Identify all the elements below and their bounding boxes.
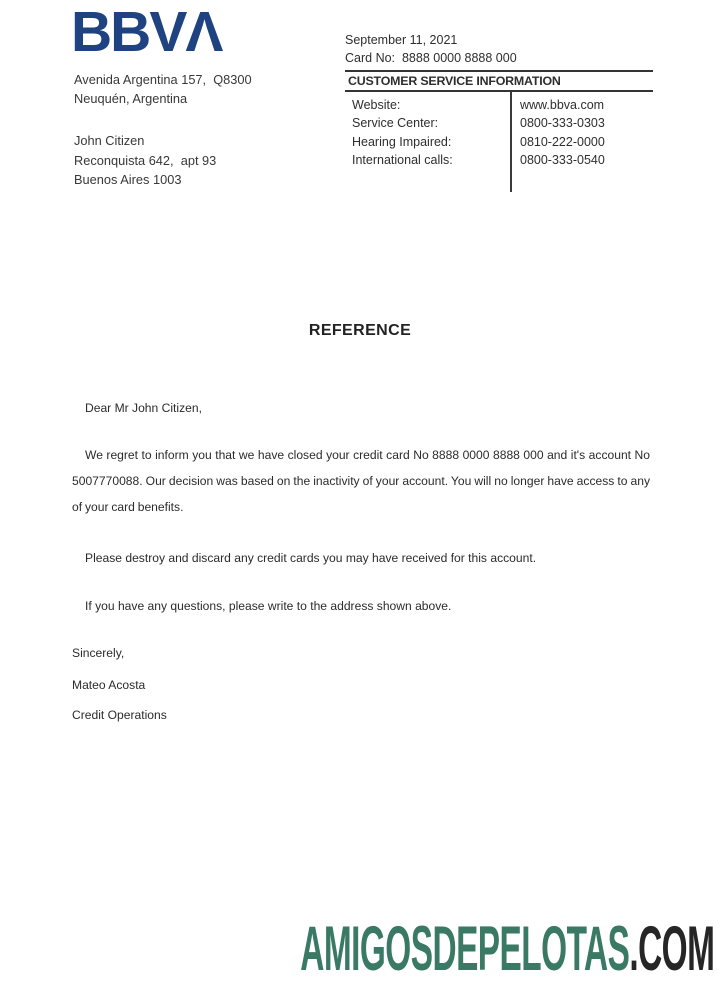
- body-paragraph-2: Please destroy and discard any credit cards you may have received for this account.: [85, 551, 537, 565]
- signature-title: Credit Operations: [72, 708, 167, 722]
- signature-name: Mateo Acosta: [72, 678, 146, 692]
- table-row: [345, 114, 653, 132]
- table-column-divider: [510, 92, 512, 192]
- body-paragraph-1: We regret to inform you that we have closed your credit card No 8888 0000 8888 000 and it's account No 5007770088. Our decision was based on the inactivity of your account. You will no longer have access to any of your card benefits.: [72, 448, 650, 514]
- table-row-label: Service Center:: [352, 116, 439, 131]
- recipient-name: John Citizen: [74, 133, 145, 148]
- sender-address-block: [74, 70, 252, 108]
- letter-date: September 11, 2021: [345, 33, 458, 47]
- table-row-label: Hearing Impaired:: [352, 134, 452, 149]
- table-row: [345, 133, 653, 151]
- table-row: [345, 96, 653, 114]
- sender-address-line2: Neuquén, Argentina: [74, 91, 188, 106]
- card-number: Card No: 8888 0000 8888 000: [345, 51, 517, 65]
- customer-service-title: CUSTOMER SERVICE INFORMATION: [345, 70, 653, 92]
- letter-heading: REFERENCE: [308, 322, 412, 339]
- table-row-value: 0800-333-0303: [520, 116, 605, 131]
- site-watermark: [299, 914, 714, 984]
- watermark-site-tld: .COM: [628, 914, 714, 984]
- recipient-address-line1: Reconquista 642, apt 93: [74, 152, 217, 168]
- body-paragraph-3: If you have any questions, please write to the address shown above.: [85, 599, 452, 613]
- watermark-site-name: AMIGOSDEPELOTAS: [299, 914, 629, 984]
- recipient-address-block: [74, 131, 216, 190]
- table-row-label: International calls:: [352, 152, 453, 167]
- recipient-address-line2: Buenos Aires 1003: [74, 172, 182, 187]
- customer-service-panel: [345, 31, 653, 192]
- bbva-logo: BBVΛ: [71, 0, 222, 64]
- table-row-value: www.bbva.com: [520, 98, 605, 112]
- table-row-label: Website:: [352, 98, 401, 112]
- salutation: Dear Mr John Citizen,: [85, 401, 202, 415]
- closing-line: Sincerely,: [72, 646, 125, 660]
- customer-service-table: [345, 92, 653, 192]
- table-row-value: 0800-333-0540: [520, 152, 605, 167]
- table-row: [345, 151, 653, 169]
- sender-address-line1: Avenida Argentina 157, Q8300: [74, 72, 252, 87]
- table-row-value: 0810-222-0000: [520, 134, 605, 149]
